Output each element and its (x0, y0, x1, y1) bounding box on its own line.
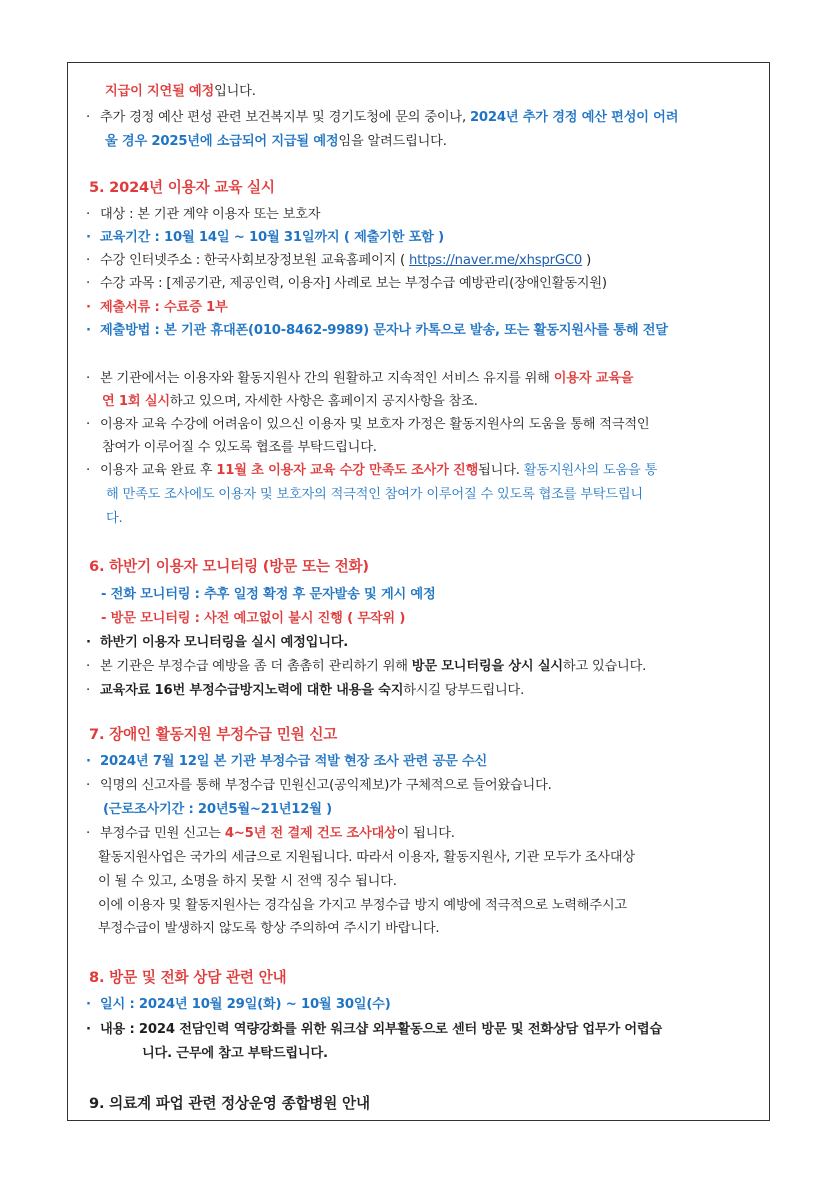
s8-content (86, 1018, 662, 1037)
s5-p1-d: 하고 있으며, 자세한 사항은 홈페이지 공지사항을 참조. (169, 394, 478, 409)
s4-p2-d: 임을 알려드립니다. (338, 134, 447, 149)
s8-date-text: 일시 : 2024년 10월 29일(화) ~ 10월 30일(수) (100, 997, 391, 1012)
s5-p3-d: 활동지원사의 도움을 통 (523, 463, 658, 478)
s6-p2 (86, 655, 646, 674)
s7-p6: 부정수급이 발생하지 않도록 항상 주의하여 주시기 바랍니다. (98, 921, 440, 936)
s8-title: 8. 방문 및 전화 상담 관련 안내 (89, 969, 287, 986)
s8-date (86, 993, 391, 1012)
s5-p3-c: 됩니다. (478, 463, 524, 478)
bullet: · (86, 300, 91, 315)
s6-p2-c: 하고 있습니다. (562, 659, 647, 674)
s5-p1-a: 본 기관에서는 이용자와 활동지원사 간의 원활하고 지속적인 서비스 유지를 위해 (100, 371, 554, 386)
s6-title: 6. 하반기 이용자 모니터링 (방문 또는 전화) (89, 558, 369, 575)
s5-target-text: 대상 : 본 기관 계약 이용자 또는 보호자 (100, 207, 321, 222)
bullet: · (86, 417, 90, 432)
s6-visit: - 방문 모니터링 : 사전 예고없이 불시 진행 ( 무작위 ) (101, 611, 406, 626)
s5-p2 (86, 413, 649, 432)
s6-p3-b: 하시길 당부드립니다. (403, 683, 525, 698)
s8-content-a: 내용 : 2024 전담인력 역량강화를 위한 워크샵 외부활동으로 센터 방문 및 전화상담 업무가 어렵습 (100, 1022, 663, 1037)
s7-p1 (86, 774, 552, 793)
bullet: · (86, 1022, 91, 1037)
s5-p3 (86, 459, 657, 478)
s5-p3-cont2: 다. (106, 511, 123, 526)
s5-target (86, 203, 320, 222)
s8-content-cont: 니다. 근무에 참고 부탁드립니다. (142, 1046, 328, 1061)
bullet: · (86, 463, 90, 478)
s7-p2 (86, 822, 455, 841)
s6-note (86, 631, 348, 650)
s5-p1-b: 이용자 교육을 (553, 371, 634, 386)
s5-title: 5. 2024년 이용자 교육 실시 (89, 179, 275, 196)
bullet: · (86, 635, 91, 650)
s5-period (86, 226, 444, 245)
bullet: · (86, 659, 90, 674)
bullet: · (86, 207, 90, 222)
bullet: · (86, 110, 90, 125)
s6-note-text: 하반기 이용자 모니터링을 실시 예정입니다. (100, 635, 349, 650)
s5-p2-a: 이용자 교육 수강에 어려움이 있으신 이용자 및 보호자 가정은 활동지원사의 도움을 통해 적극적인 (100, 417, 650, 432)
s7-p2-c: 이 됩니다. (396, 826, 455, 841)
s6-phone: - 전화 모니터링 : 추후 일정 확정 후 문자발송 및 게시 예정 (101, 587, 436, 602)
s9-title: 9. 의료계 파업 관련 정상운영 종합병원 안내 (89, 1095, 370, 1112)
s5-p3-a: 이용자 교육 완료 후 (100, 463, 217, 478)
s5-p1-c: 연 1회 실시 (102, 394, 170, 409)
s5-p3-cont: 해 만족도 조사에도 이용자 및 보호자의 적극적인 참여가 이루어질 수 있도록 협조를 부탁드립니 (106, 487, 643, 502)
bullet: · (86, 276, 90, 291)
s4-p2-b: 2024년 추가 경정 예산 편성이 어려 (469, 110, 679, 125)
bullet: · (86, 826, 90, 841)
bullet: · (86, 323, 91, 338)
s7-notice-text: 2024년 7월 12일 본 기관 부정수급 적발 현장 조사 관련 공문 수신 (100, 754, 487, 769)
bullet: · (86, 778, 90, 793)
s7-p1-text: 익명의 신고자를 통해 부정수급 민원신고(공익제보)가 구체적으로 들어왔습니다. (100, 778, 552, 793)
s4-p2-a: 추가 경정 예산 편성 관련 보건복지부 및 경기도청에 문의 중이나, (100, 110, 470, 125)
bullet: · (86, 253, 90, 268)
bullet: · (86, 371, 90, 386)
s5-docs-text: 제출서류 : 수료증 1부 (100, 300, 228, 315)
s7-period: (근로조사기간 : 20년5월~21년12월 ) (103, 802, 332, 817)
s5-period-text: 교육기간 : 10월 14일 ~ 10월 31일까지 ( 제출기한 포함 ) (100, 230, 444, 245)
s7-p5: 이에 이용자 및 활동지원사는 경각심을 가지고 부정수급 방지 예방에 적극적으로 노력해주시고 (98, 898, 627, 913)
s7-p2-a: 부정수급 민원 신고는 (100, 826, 225, 841)
bullet: · (86, 683, 90, 698)
s5-url (86, 249, 591, 268)
bullet: · (86, 997, 91, 1012)
bullet: · (86, 230, 91, 245)
course-link[interactable]: https://naver.me/xhsprGC0 (409, 253, 583, 268)
bullet: · (86, 754, 91, 769)
s7-notice (86, 750, 487, 769)
s6-p3 (86, 679, 524, 698)
s6-p2-b: 방문 모니터링을 상시 실시 (411, 659, 563, 674)
s5-docs (86, 296, 228, 315)
s5-course-text: 수강 과목 : [제공기관, 제공인력, 이용자] 사례로 보는 부정수급 예방관리(장애인활동지원) (100, 276, 607, 291)
s5-method-text: 제출방법 : 본 기관 휴대폰(010-8462-9989) 문자나 카톡으로 발송, 또는 활동지원사를 통해 전달 (100, 323, 668, 338)
s4-paragraph-2-cont (105, 130, 447, 149)
s6-p2-a: 본 기관은 부정수급 예방을 좀 더 촘촘히 관리하기 위해 (100, 659, 412, 674)
s5-url-a: 수강 인터넷주소 : 한국사회보장정보원 교육홈페이지 ( (100, 253, 409, 268)
s4-cont-tail: 입니다. (214, 84, 256, 99)
s7-p2-b: 4~5년 전 결제 건도 조사대상 (224, 826, 397, 841)
s5-url-b: ) (582, 253, 592, 268)
s5-p2-cont: 참여가 이루어질 수 있도록 협조를 부탁드립니다. (102, 440, 377, 455)
s7-p4: 이 될 수 있고, 소명을 하지 못할 시 전액 징수 됩니다. (98, 874, 397, 889)
s7-title: 7. 장애인 활동지원 부정수급 민원 신고 (89, 726, 338, 743)
s5-course (86, 272, 607, 291)
s4-paragraph-2 (86, 106, 678, 125)
s5-p1-cont (102, 390, 478, 409)
s4-continuation (105, 80, 256, 99)
s7-p3: 활동지원사업은 국가의 세금으로 지원됩니다. 따라서 이용자, 활동지원사, 기관 모두가 조사대상 (98, 850, 635, 865)
s5-method (86, 319, 668, 338)
s5-p1 (86, 367, 633, 386)
s5-p3-b: 11월 초 이용자 교육 수강 만족도 조사가 진행 (216, 463, 479, 478)
s4-p2-c: 울 경우 2025년에 소급되어 지급될 예정 (105, 134, 339, 149)
s4-cont-red: 지급이 지연될 예정 (105, 84, 215, 99)
s6-p3-a: 교육자료 16번 부정수급방지노력에 대한 내용을 숙지 (100, 683, 404, 698)
